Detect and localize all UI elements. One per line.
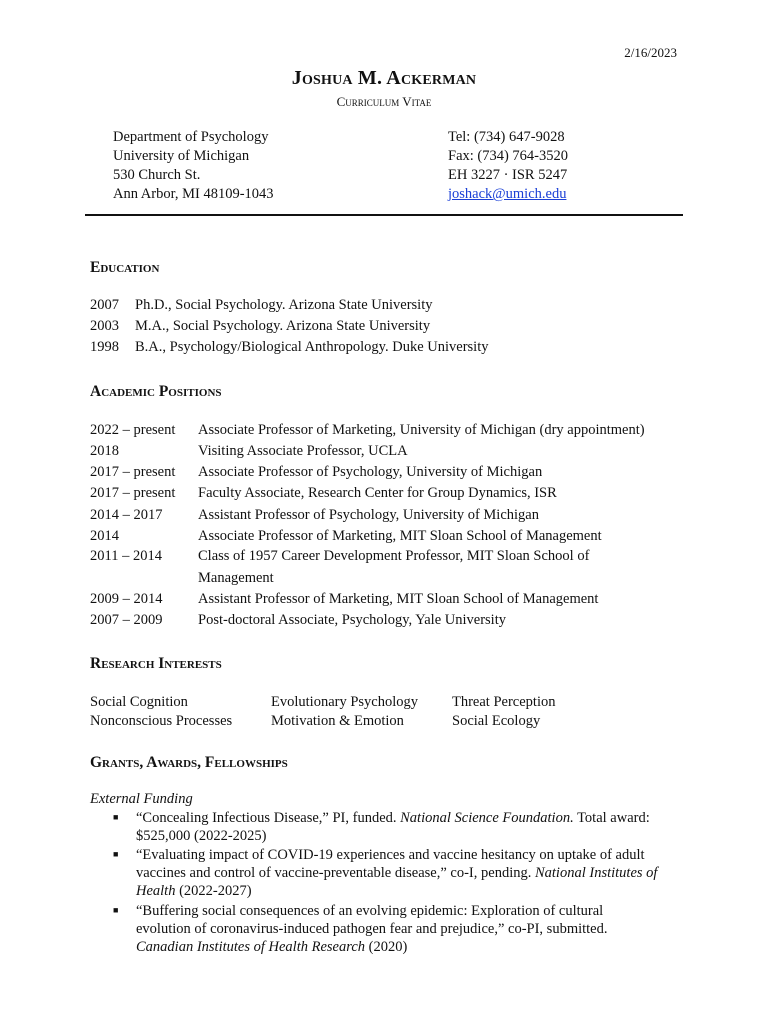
interest-item: Social Ecology [452,713,541,729]
education-text: B.A., Psychology/Biological Anthropology. Duke University [135,339,489,355]
interest-item: Evolutionary Psychology [271,694,419,710]
position-item [90,548,589,565]
address-line: 530 Church St. [113,167,201,183]
position-text: Associate Professor of Marketing, University of Michigan (dry appointment) [198,422,645,438]
grants-subsection-title: External Funding [90,791,193,807]
position-years: 2007 – 2009 [90,612,163,628]
grant-text: Total award: [573,810,650,826]
position-years: 2009 – 2014 [90,591,163,607]
position-text: Post-doctoral Associate, Psychology, Yale University [198,612,506,628]
position-text: Class of 1957 Career Development Professor, MIT Sloan School of [198,548,590,564]
position-years: 2014 – 2017 [90,507,163,523]
header-divider [85,214,683,216]
education-item [90,318,430,335]
position-item [90,485,557,502]
address-line: Department of Psychology [113,129,269,145]
grant-text: $525,000 (2022-2025) [136,828,267,844]
position-text: Associate Professor of Marketing, MIT Sloan School of Management [198,528,602,544]
section-grants-title: Grants, Awards, Fellowships [90,754,288,771]
position-item [90,443,408,460]
grant-item [136,846,657,900]
bullet-icon: ■ [113,812,119,822]
interests-column [452,693,555,731]
position-item [90,507,539,524]
position-text: Assistant Professor of Marketing, MIT Sloan School of Management [198,591,599,607]
education-year: 2007 [90,297,119,313]
bullet-icon: ■ [113,849,119,859]
section-positions-title: Academic Positions [90,383,222,400]
grant-item [136,902,608,956]
contact-block [448,128,568,204]
section-education-title: Education [90,259,160,276]
office: EH 3227 · ISR 5247 [448,167,568,183]
education-text: M.A., Social Psychology. Arizona State University [135,318,431,334]
education-year: 2003 [90,318,119,334]
phone: Tel: (734) 647-9028 [448,129,565,145]
grant-text: (2022-2027) [175,883,252,899]
cv-subtitle: Curriculum Vitae [336,94,432,109]
position-item [90,464,542,481]
cv-name: Joshua M. Ackerman [291,67,477,89]
position-years: 2022 – present [90,422,176,438]
grant-text: vaccines and control of vaccine-preventable disease,” co-I, pending. [136,865,535,881]
interests-column [271,693,418,731]
education-item [90,297,433,314]
grant-text: (2020) [365,939,408,955]
address-line: University of Michigan [113,148,250,164]
grant-item [136,809,650,845]
position-years: 2014 [90,528,119,544]
interest-item: Nonconscious Processes [90,713,233,729]
position-years: 2017 – present [90,464,176,480]
position-text-continued: Management [198,570,274,586]
address-block [113,128,274,204]
grant-funder: Health [136,883,176,899]
position-years: 2018 [90,443,119,459]
grant-text: “Evaluating impact of COVID-19 experiences and vaccine hesitancy on uptake of adult [136,847,645,863]
position-text: Faculty Associate, Research Center for Group Dynamics, ISR [198,485,557,501]
position-item [90,591,598,608]
position-text: Associate Professor of Psychology, University of Michigan [198,464,543,480]
grant-text: “Concealing Infectious Disease,” PI, funded. [136,810,401,826]
education-item [90,339,489,356]
grant-funder: National Institutes of [534,865,658,881]
education-year: 1998 [90,339,119,355]
position-years: 2017 – present [90,485,176,501]
interest-item: Threat Perception [452,694,556,710]
bullet-icon: ■ [113,905,119,915]
document-date: 2/16/2023 [624,45,677,60]
grant-funder: Canadian Institutes of Health Research [136,939,366,955]
position-text: Assistant Professor of Psychology, University of Michigan [198,507,539,523]
position-text: Visiting Associate Professor, UCLA [198,443,408,459]
interest-item: Social Cognition [90,694,188,710]
interests-column [90,693,232,731]
position-item [90,528,602,545]
section-interests-title: Research Interests [90,655,222,672]
grant-text: evolution of coronavirus-induced pathogen fear and prejudice,” co-PI, submitted. [136,921,608,937]
fax: Fax: (734) 764-3520 [448,148,569,164]
grant-text: “Buffering social consequences of an evolving epidemic: Exploration of cultural [136,903,604,919]
email-link[interactable]: joshack@umich.edu [448,186,567,202]
education-text: Ph.D., Social Psychology. Arizona State University [135,297,433,313]
position-years: 2011 – 2014 [90,548,162,564]
position-item [90,422,645,439]
interest-item: Motivation & Emotion [271,713,404,729]
grant-funder: National Science Foundation. [400,810,574,826]
address-line: Ann Arbor, MI 48109-1043 [113,186,274,202]
position-item [90,612,506,629]
